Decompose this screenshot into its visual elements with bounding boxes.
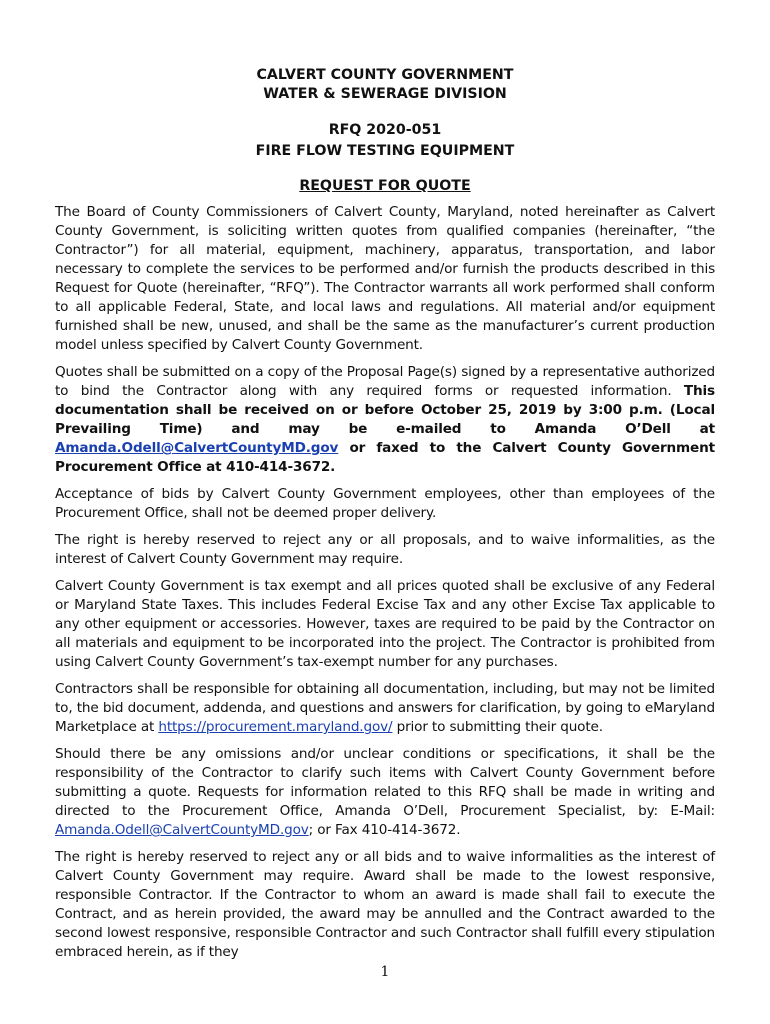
paragraph-intro: The Board of County Commissioners of Calvert County, Maryland, noted hereinafter as Calvert County Government, is soliciting written quotes from qualified companies (hereinafter, “the Contractor”) for all material, equipment, machinery, apparatus, transportation, and labor necessary to complete the services to be performed and/or furnish the products described in this Request for Quote (hereinafter, “RFQ”). The Contractor warrants all work performed shall conform to all applicable Federal, State, and local laws and regulations. All material and/or equipment furnished shall be new, unused, and shall be the same as the manufacturer’s current production model unless specified by Calvert County Government. <box>55 204 715 353</box>
email-link[interactable]: Amanda.Odell@CalvertCountyMD.gov <box>55 440 339 456</box>
header-division: WATER & SEWERAGE DIVISION <box>263 86 507 102</box>
page-number: 1 <box>380 964 390 980</box>
documentation-text: Contractors shall be responsible for obtaining all documentation, including, but may not be limited to, the bid document, addenda, and questions and answers for clarification, by going to eMaryland Marketplace at <box>55 681 715 735</box>
paragraph-award: The right is hereby reserved to reject any or all bids and to waive informalities as the interest of Calvert County Government may require. Award shall be made to the lowest responsive, responsible Contractor. If the Contractor to whom an award is made shall fail to execute the Contract, and as herein provided, the award may be annulled and the Contract awarded to the second lowest responsive, responsible Contractor and such Contractor shall fulfill every stipulation embraced herein, as if they <box>55 849 715 960</box>
clarification-email-link[interactable]: Amanda.Odell@CalvertCountyMD.gov <box>55 822 309 838</box>
paragraph-tax-exempt: Calvert County Government is tax exempt and all prices quoted shall be exclusive of any Federal or Maryland State Taxes. This includes Federal Excise Tax and any other Excise Tax applicable to any other equipment or accessories. However, taxes are required to be paid by the Contractor on all materials and equipment to be incorporated into the project. The Contractor is prohibited from using Calvert County Government’s tax-exempt number for any purchases. <box>55 578 715 670</box>
submission-deadline: This documentation shall be received on or before October 25, 2019 by 3:00 p.m. (Local Prevailing Time) and may be e-mailed to Amanda O’Dell at <box>55 383 715 437</box>
header-rfq-number: RFQ 2020-051 <box>328 122 442 138</box>
paragraph-documentation <box>55 680 715 737</box>
document-title: REQUEST FOR QUOTE <box>299 178 471 194</box>
paragraph-reserve-rights: The right is hereby reserved to reject any or all proposals, and to waive informalities, as the interest of Calvert County Government may require. <box>55 532 715 567</box>
paragraph-delivery: Acceptance of bids by Calvert County Government employees, other than employees of the Procurement Office, shall not be deemed proper delivery. <box>55 486 715 521</box>
clarification-fax: ; or Fax 410-414-3672. <box>308 822 461 838</box>
submission-text: Quotes shall be submitted on a copy of the Proposal Page(s) signed by a representative authorized to bind the Contractor along with any required forms or requested information. <box>55 364 715 399</box>
emaryland-link[interactable]: https://procurement.maryland.gov/ <box>158 719 393 735</box>
submission-fax: or faxed to the Calvert County Government Procurement Office at 410-414-3672. <box>55 440 715 475</box>
documentation-text-end: prior to submitting their quote. <box>392 719 603 735</box>
document-body <box>55 203 715 970</box>
header-agency: CALVERT COUNTY GOVERNMENT <box>256 67 514 83</box>
clarification-text: Should there be any omissions and/or unclear conditions or specifications, it shall be the responsibility of the Contractor to clarify such items with Calvert County Government before submitting a quote. Requests for information related to this RFQ shall be made in writing and directed to the Procurement Office, Amanda O’Dell, Procurement Specialist, by: E-Mail: <box>55 746 715 819</box>
paragraph-submission <box>55 363 715 477</box>
header-rfq-subject: FIRE FLOW TESTING EQUIPMENT <box>255 143 515 159</box>
paragraph-clarification <box>55 745 715 840</box>
